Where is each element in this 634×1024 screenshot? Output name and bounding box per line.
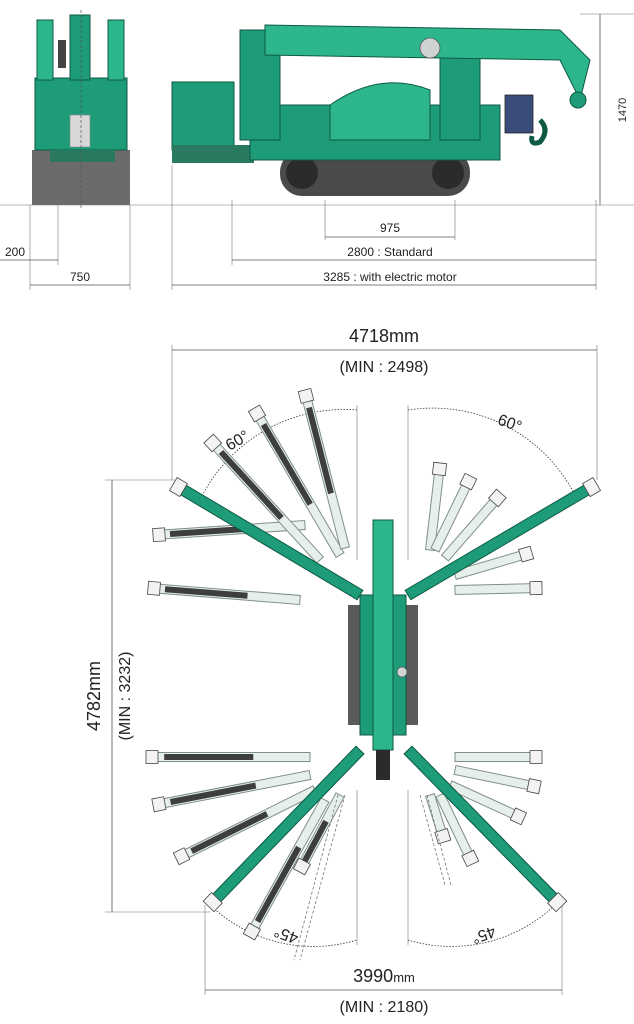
angle-left-top: 60° (223, 427, 253, 455)
ghost-arm-upper-right (455, 581, 542, 596)
hook-block (376, 750, 390, 780)
bottom-max: 3990mm (353, 966, 415, 986)
angle-left-bottom: 45° (272, 922, 301, 947)
outrigger-ghost-positions (146, 388, 542, 939)
width-min: (MIN : 2498) (339, 359, 429, 376)
height-min: (MIN : 3232) (117, 651, 134, 741)
electric-motor-box (172, 82, 234, 150)
angle-right-top: 60° (495, 411, 524, 436)
ghost-arm-lower-left (146, 751, 310, 764)
dim-3285: 3285 : with electric motor (323, 270, 457, 284)
outrigger-lower-right (403, 745, 567, 912)
side-view (172, 25, 590, 196)
dim-750: 750 (69, 270, 91, 284)
height-max: 4782mm (84, 660, 104, 732)
machine-top-body (348, 520, 418, 780)
hook-motor (505, 95, 533, 133)
ghost-arm-upper-left (147, 581, 300, 606)
angle-right-bottom: 45° (469, 922, 498, 947)
front-view (32, 10, 130, 210)
top-boom (373, 520, 393, 750)
bottom-min: (MIN : 2180) (339, 999, 429, 1016)
dim-1470: 1470 (617, 97, 629, 123)
hook-icon (532, 120, 545, 143)
ghost-arm-lower-right (455, 751, 542, 764)
dim-975: 975 (379, 221, 401, 235)
width-max: 4718mm (348, 326, 420, 346)
dim-200: 200 (4, 245, 26, 259)
dim-2800: 2800 : Standard (347, 245, 433, 259)
